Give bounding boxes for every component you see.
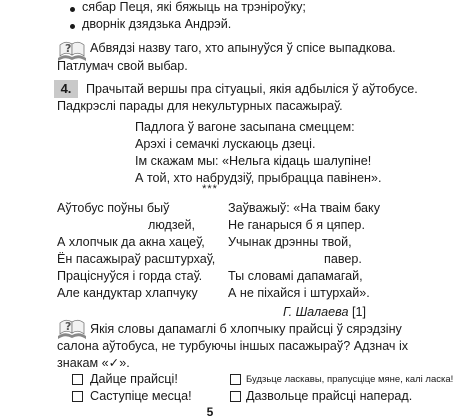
exercise-number: 4. xyxy=(54,80,78,98)
poem-line: Аўтобус поўны быў xyxy=(57,201,170,215)
option-checkbox[interactable] xyxy=(230,391,241,402)
option-label: Будзьце ласкавы, прапусціце мяне, калі ласка! xyxy=(246,374,453,385)
page-number: 5 xyxy=(206,405,214,419)
exercise-line: Прачытай вершы пра сітуацыі, якія адбыліся ў аўтобусе. xyxy=(86,82,418,96)
poem-line: Працiснуўся і гордa стаў. xyxy=(57,269,203,283)
separator: *** xyxy=(202,183,218,195)
poem-attribution xyxy=(283,305,366,320)
svg-text:?: ? xyxy=(65,42,72,55)
poem-line: Але кандуктар хлапчуку xyxy=(57,286,198,300)
poem-line: Падлога ў вагоне засыпана смеццем: xyxy=(135,120,355,134)
poem-line: Арэхі і семачкі лускаюць дзеці. xyxy=(135,137,316,151)
poem-line: Учынак дрэнны твой, xyxy=(228,235,352,249)
exercise-line: Падкрэслі парады для некультурных пасажыраў. xyxy=(57,99,343,113)
poem-line: Ён пасажыраў расштурхаў, xyxy=(57,252,216,266)
author: Г. Шалаева xyxy=(283,305,349,319)
list-item: сябар Пеця, які бяжыць на трэніроўку; xyxy=(82,0,306,14)
reference-mark: [1] xyxy=(351,305,366,319)
option-label: Саступіце месца! xyxy=(90,389,192,403)
task-line: Патлумач свой выбар. xyxy=(57,59,188,73)
option-checkbox[interactable] xyxy=(72,374,83,385)
option-checkbox[interactable] xyxy=(230,374,241,385)
poem-line: павер. xyxy=(324,252,362,266)
bullet-dot xyxy=(70,7,75,12)
list-item: дворнік дзядзька Андрэй. xyxy=(82,17,232,31)
question-line: Якія словы дапамаглі б хлопчыку прайсці ў сярэдзіну xyxy=(90,322,402,336)
poem-line: А не піхайся і штурхай». xyxy=(228,286,370,300)
poem-line: Ім скажам мы: «Нельга кідаць шалупіне! xyxy=(135,154,372,168)
poem-line: А хлопчык да акна хацеў, xyxy=(57,235,205,249)
poem-line: людзей, xyxy=(148,218,196,232)
option-label: Дайце прайсці! xyxy=(90,372,178,386)
task-line: Абвядзі назву таго, хто апынуўся ў спісе выпадкова. xyxy=(90,41,396,55)
poem-line: А той, хто набрудзіў, прыбрацца павінен». xyxy=(135,171,382,185)
option-checkbox[interactable] xyxy=(72,391,83,402)
poem-line: Не ганарыся б я цяпер. xyxy=(228,218,365,232)
question-line: салона аўтобуса, не турбуючы іншых пасажыраў? Адзнач іх xyxy=(57,339,409,353)
option-label: Дазвольце прайсці наперад. xyxy=(246,389,413,403)
question-line: знакам «✓». xyxy=(57,356,130,370)
svg-text:?: ? xyxy=(65,320,72,333)
poem-line: Ты словамі дапамагай, xyxy=(228,269,363,283)
poem-line: Заўважыў: «На тваім баку xyxy=(228,201,380,215)
bullet-dot xyxy=(70,24,75,29)
